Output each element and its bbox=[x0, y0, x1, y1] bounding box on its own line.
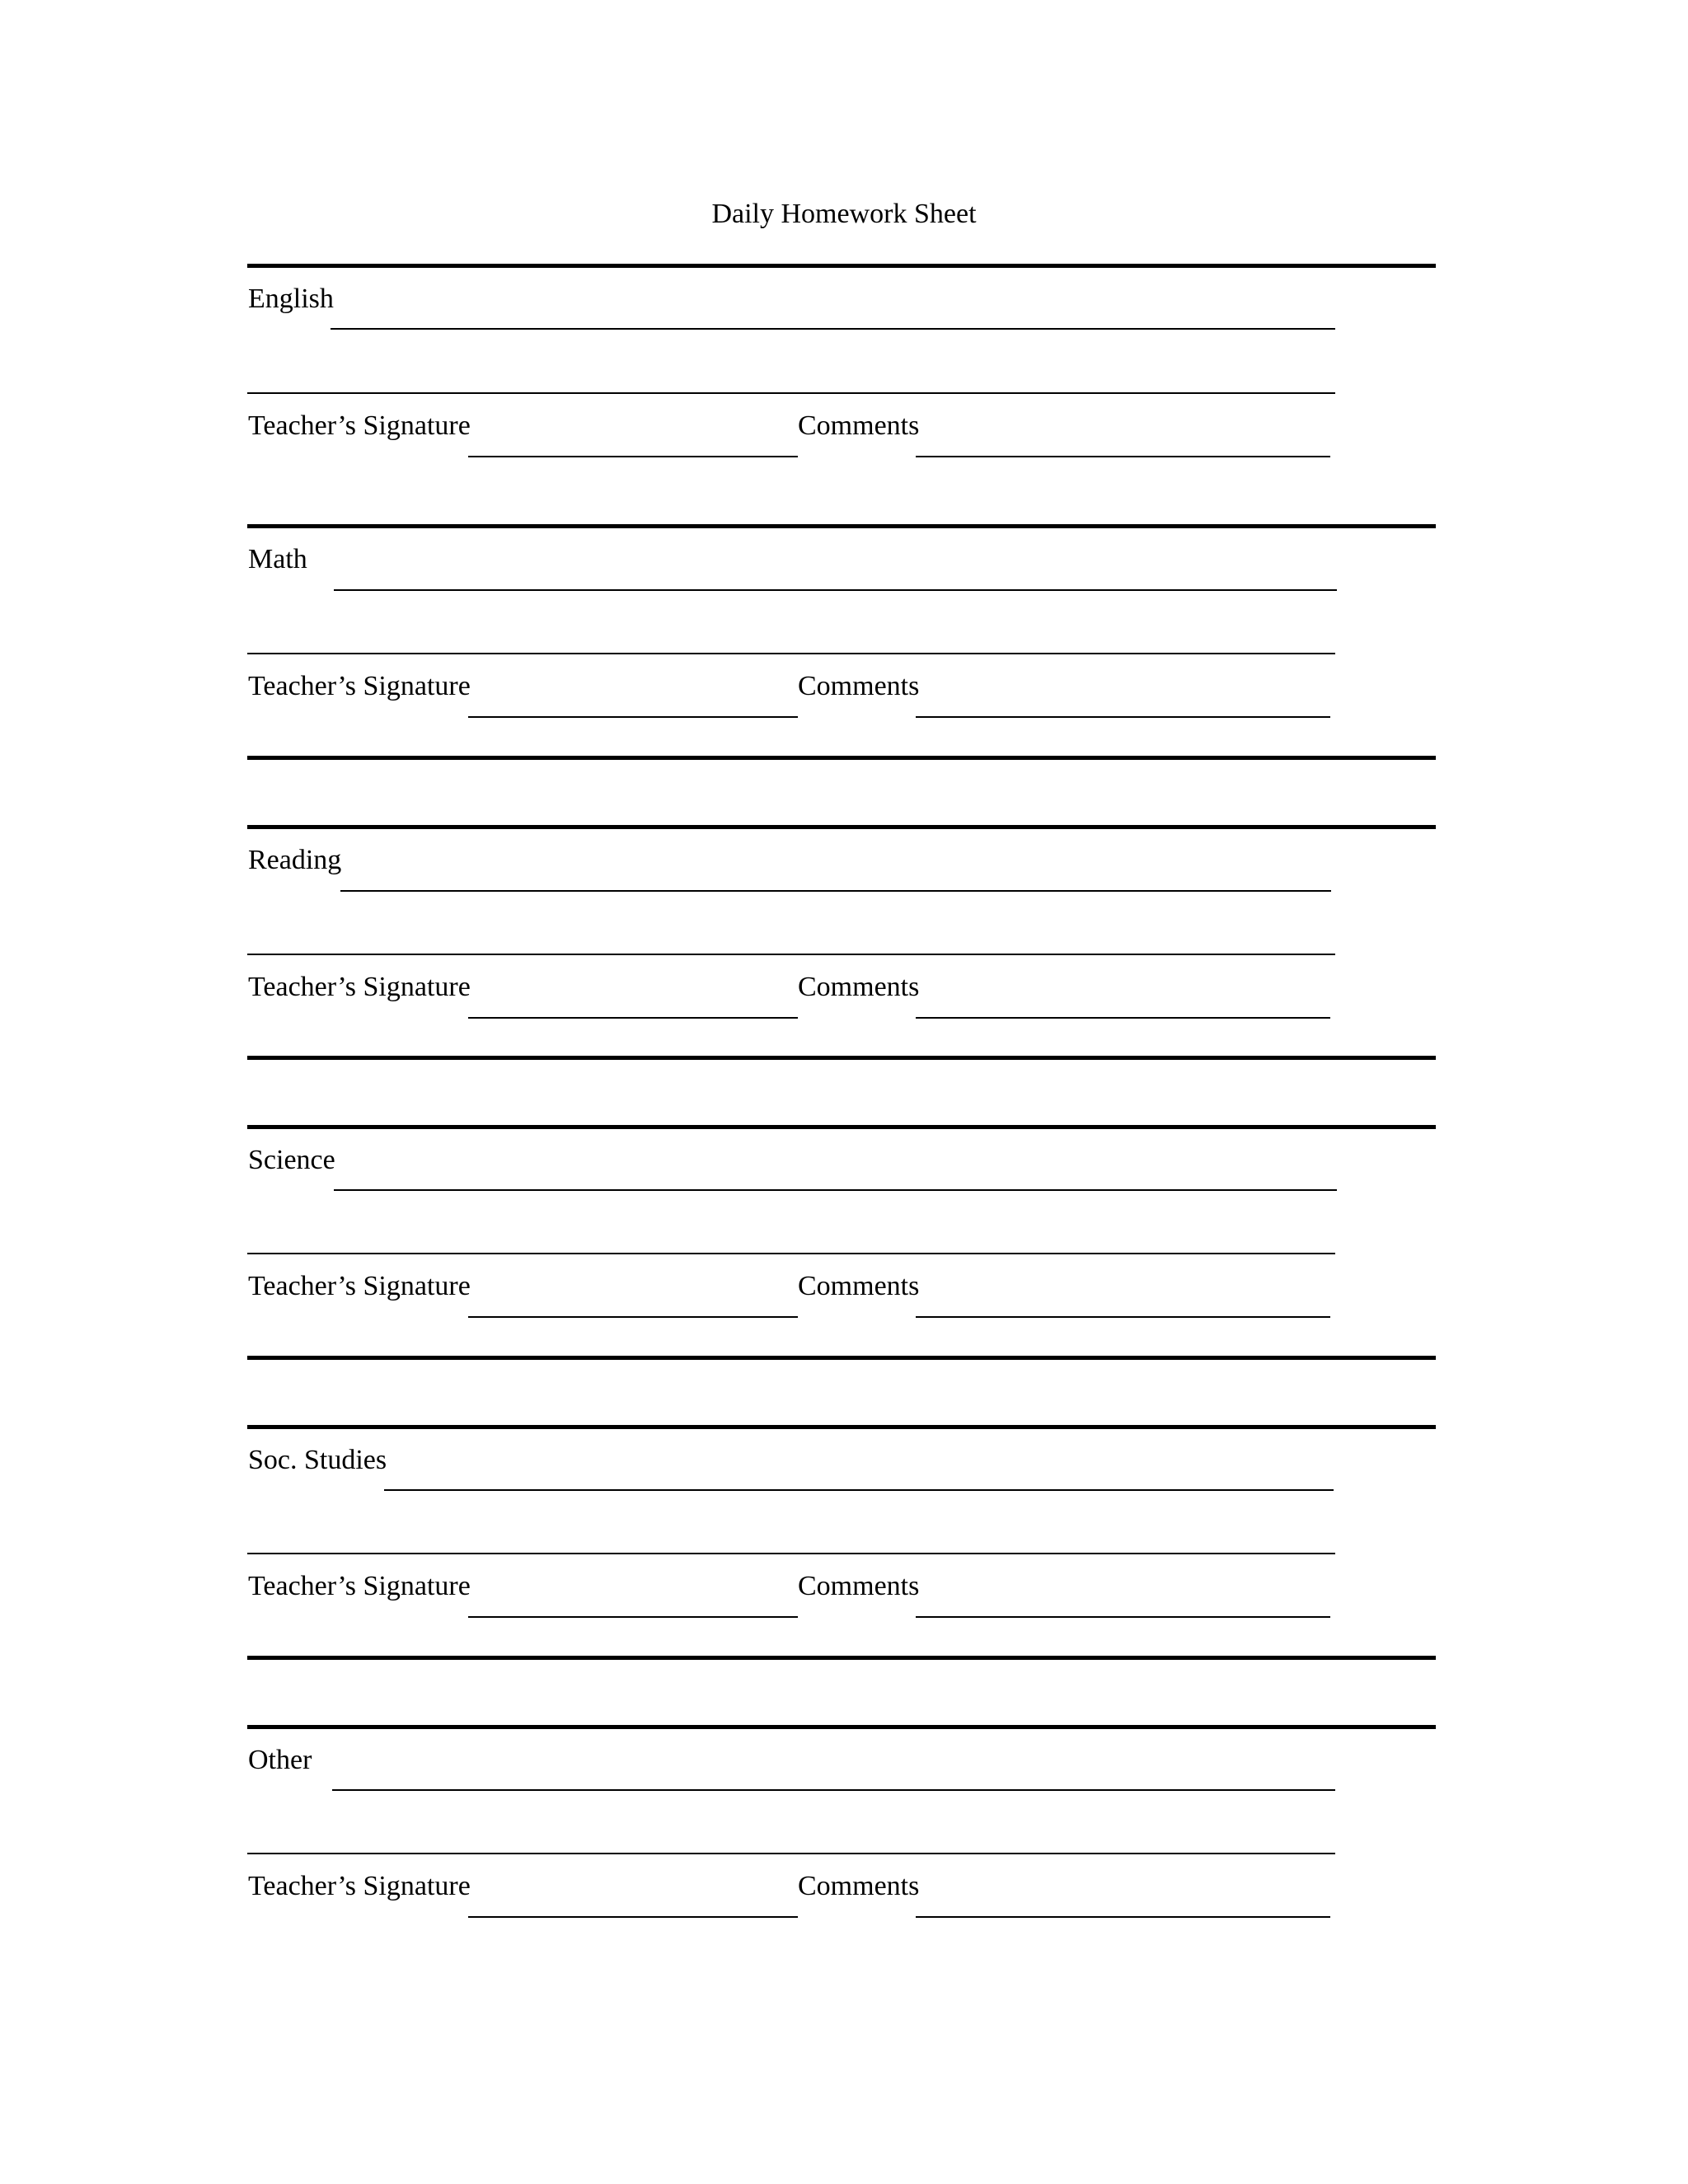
teacher-signature-line[interactable] bbox=[468, 456, 798, 457]
teacher-signature-line[interactable] bbox=[468, 1616, 798, 1618]
section-bottom-rule bbox=[247, 1656, 1436, 1660]
assignment-line[interactable] bbox=[384, 1489, 1334, 1491]
subject-label: English bbox=[248, 284, 334, 314]
assignment-line[interactable] bbox=[331, 328, 1335, 330]
assignment-line[interactable] bbox=[247, 1253, 1335, 1254]
assignment-line[interactable] bbox=[340, 890, 1331, 892]
teacher-signature-label: Teacher’s Signature bbox=[248, 1571, 471, 1601]
subject-label: Math bbox=[248, 544, 307, 574]
teacher-signature-label: Teacher’s Signature bbox=[248, 972, 471, 1002]
assignment-line[interactable] bbox=[247, 954, 1335, 955]
section-bottom-rule bbox=[247, 1356, 1436, 1360]
teacher-signature-line[interactable] bbox=[468, 1916, 798, 1918]
comments-label: Comments bbox=[798, 972, 920, 1002]
teacher-signature-label: Teacher’s Signature bbox=[248, 410, 471, 441]
section-top-rule bbox=[247, 825, 1436, 829]
section-bottom-rule bbox=[247, 1056, 1436, 1060]
subject-label: Science bbox=[248, 1145, 335, 1175]
teacher-signature-line[interactable] bbox=[468, 1017, 798, 1019]
subject-label: Other bbox=[248, 1745, 312, 1775]
assignment-line[interactable] bbox=[332, 1789, 1335, 1791]
subject-label: Reading bbox=[248, 845, 342, 875]
teacher-signature-line[interactable] bbox=[468, 1316, 798, 1318]
comments-label: Comments bbox=[798, 1571, 920, 1601]
comments-line[interactable] bbox=[916, 1916, 1330, 1918]
section-bottom-rule bbox=[247, 756, 1436, 760]
section-top-rule bbox=[247, 524, 1436, 528]
comments-label: Comments bbox=[798, 1271, 920, 1301]
assignment-line[interactable] bbox=[334, 589, 1337, 591]
section-top-rule bbox=[247, 1425, 1436, 1429]
comments-line[interactable] bbox=[916, 456, 1330, 457]
teacher-signature-line[interactable] bbox=[468, 716, 798, 718]
assignment-line[interactable] bbox=[247, 1853, 1335, 1854]
comments-label: Comments bbox=[798, 410, 920, 441]
teacher-signature-label: Teacher’s Signature bbox=[248, 1271, 471, 1301]
teacher-signature-label: Teacher’s Signature bbox=[248, 671, 471, 701]
teacher-signature-label: Teacher’s Signature bbox=[248, 1871, 471, 1901]
assignment-line[interactable] bbox=[334, 1189, 1337, 1191]
assignment-line[interactable] bbox=[247, 1553, 1335, 1554]
assignment-line[interactable] bbox=[247, 392, 1335, 394]
comments-line[interactable] bbox=[916, 1616, 1330, 1618]
section-top-rule bbox=[247, 1125, 1436, 1129]
comments-label: Comments bbox=[798, 671, 920, 701]
comments-line[interactable] bbox=[916, 1316, 1330, 1318]
page-title: Daily Homework Sheet bbox=[711, 199, 977, 229]
comments-label: Comments bbox=[798, 1871, 920, 1901]
comments-line[interactable] bbox=[916, 716, 1330, 718]
section-top-rule bbox=[247, 1725, 1436, 1729]
comments-line[interactable] bbox=[916, 1017, 1330, 1019]
assignment-line[interactable] bbox=[247, 653, 1335, 654]
subject-label: Soc. Studies bbox=[248, 1445, 387, 1475]
section-top-rule bbox=[247, 264, 1436, 268]
